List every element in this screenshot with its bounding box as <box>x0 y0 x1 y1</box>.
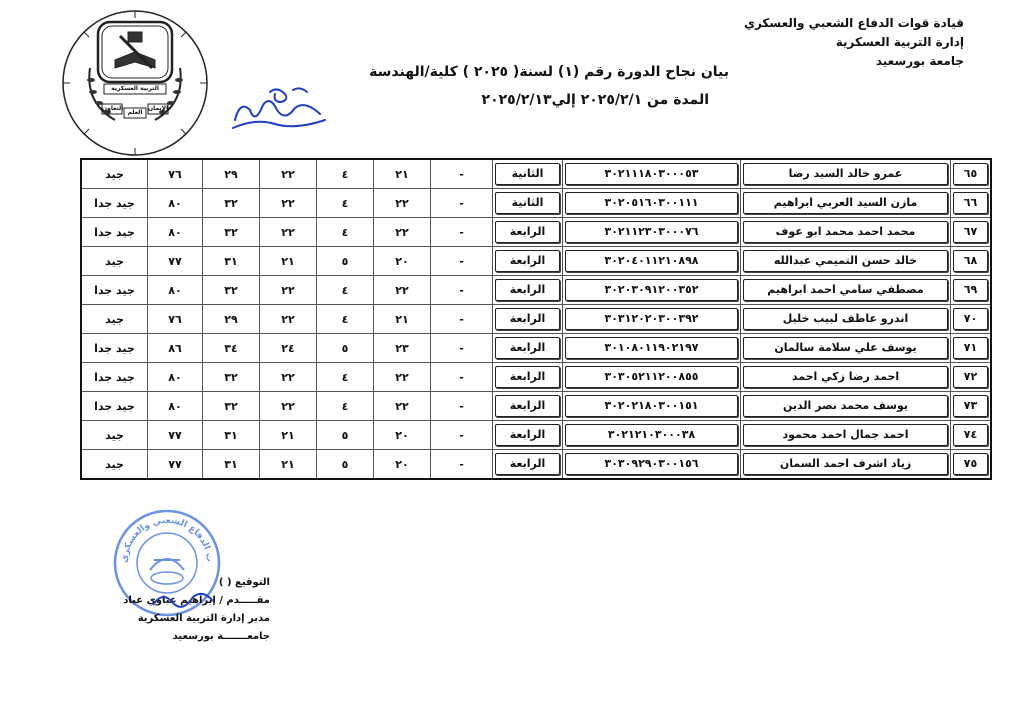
total-score: ٨٠ <box>168 196 182 210</box>
table-row <box>82 421 990 450</box>
score-3-cell <box>259 189 316 218</box>
total-score: ٨٠ <box>168 370 182 384</box>
academic-year-cell <box>492 189 562 218</box>
empty-mark-cell <box>430 305 492 334</box>
student-name: زياد اشرف احمد السمان <box>743 453 948 475</box>
national-id-cell <box>562 160 740 189</box>
handwritten-signature-bottom <box>148 585 218 615</box>
total-score-cell <box>147 334 202 363</box>
total-score-cell <box>147 421 202 450</box>
grade-cell <box>82 392 147 421</box>
academic-year: الرابعة <box>495 279 560 301</box>
grade-cell <box>82 160 147 189</box>
score-3: ٢١ <box>281 457 295 471</box>
score-3-cell <box>259 218 316 247</box>
national-id: ٣٠٣١٢٠٢٠٣٠٠٣٩٢ <box>565 308 738 330</box>
score-2: ٤ <box>341 370 349 384</box>
empty-mark: - <box>459 341 464 355</box>
student-name-cell <box>740 189 950 218</box>
score-4: ٣٢ <box>224 283 238 297</box>
score-2: ٥ <box>341 428 349 442</box>
empty-mark: - <box>459 370 464 384</box>
score-3: ٢٢ <box>281 399 295 413</box>
score-1-cell <box>373 305 430 334</box>
score-4-cell <box>202 450 259 478</box>
academic-year: الرابعة <box>495 395 560 417</box>
academic-year: الرابعة <box>495 453 560 475</box>
academic-year-cell <box>492 247 562 276</box>
academic-year-cell <box>492 160 562 189</box>
logo-banner-text: التربية العسكرية <box>111 85 159 92</box>
total-score-cell <box>147 189 202 218</box>
national-id-cell <box>562 247 740 276</box>
academic-year: الثانية <box>495 163 560 185</box>
score-4: ٣٢ <box>224 196 238 210</box>
score-1-cell <box>373 450 430 478</box>
score-4-cell <box>202 276 259 305</box>
academic-year: الثانية <box>495 192 560 214</box>
grade: جيد <box>105 428 124 442</box>
score-2: ٤ <box>341 167 349 181</box>
score-2-cell <box>316 189 373 218</box>
score-2-cell <box>316 450 373 478</box>
score-1: ٢٢ <box>395 283 409 297</box>
signatory-university: جامعـــــــة بورسعيد <box>172 631 270 642</box>
row-number: ٦٦ <box>953 192 988 214</box>
empty-mark: - <box>459 428 464 442</box>
total-score: ٧٧ <box>168 254 182 268</box>
score-4-cell <box>202 363 259 392</box>
score-4-cell <box>202 334 259 363</box>
student-name: اندرو عاطف لبيب خليل <box>743 308 948 330</box>
academic-year: الرابعة <box>495 337 560 359</box>
student-name-cell <box>740 218 950 247</box>
empty-mark-cell <box>430 189 492 218</box>
score-4: ٣٢ <box>224 225 238 239</box>
score-3: ٢٢ <box>281 283 295 297</box>
score-1: ٢٢ <box>395 225 409 239</box>
score-3: ٢١ <box>281 428 295 442</box>
score-3: ٢١ <box>281 254 295 268</box>
score-3: ٢٢ <box>281 312 295 326</box>
stamp-text: ت الدفاع الشعبي والعسكري <box>119 515 215 564</box>
score-3: ٢٢ <box>281 370 295 384</box>
score-4: ٣٢ <box>224 370 238 384</box>
total-score: ٧٦ <box>168 312 182 326</box>
row-number: ٦٥ <box>953 163 988 185</box>
grade: جيد <box>105 254 124 268</box>
row-number-cell <box>950 392 990 421</box>
score-4: ٣١ <box>224 254 238 268</box>
row-number: ٧٠ <box>953 308 988 330</box>
score-3-cell <box>259 305 316 334</box>
score-4-cell <box>202 392 259 421</box>
total-score: ٨٠ <box>168 283 182 297</box>
academic-year: الرابعة <box>495 366 560 388</box>
institution-logo <box>60 8 210 158</box>
score-2: ٥ <box>341 457 349 471</box>
row-number-cell <box>950 334 990 363</box>
score-4: ٣١ <box>224 457 238 471</box>
score-2-cell <box>316 421 373 450</box>
table-row <box>82 218 990 247</box>
score-3: ٢٤ <box>281 341 295 355</box>
score-3-cell <box>259 276 316 305</box>
score-1: ٢٠ <box>395 457 409 471</box>
score-2-cell <box>316 392 373 421</box>
national-id: ٣٠٣٠٩٢٩٠٣٠٠١٥٦ <box>565 453 738 475</box>
student-name: احمد رضا زكي احمد <box>743 366 948 388</box>
score-3-cell <box>259 450 316 478</box>
total-score: ٨٠ <box>168 399 182 413</box>
svg-text:قيادة قوات الدفاع الشعبي والعس <box>112 508 214 563</box>
row-number: ٦٩ <box>953 279 988 301</box>
score-1: ٢٣ <box>395 341 409 355</box>
signatory-position: مدير إدارة التربية العسكرية <box>137 613 270 624</box>
row-number: ٦٧ <box>953 221 988 243</box>
score-1: ٢٠ <box>395 428 409 442</box>
grade-cell <box>82 189 147 218</box>
score-3-cell <box>259 160 316 189</box>
total-score: ٧٦ <box>168 167 182 181</box>
national-id-cell <box>562 392 740 421</box>
score-4: ٣٢ <box>224 399 238 413</box>
signature-line: التوقيع ( ) <box>218 577 270 588</box>
grade: جيد <box>105 312 124 326</box>
empty-mark-cell <box>430 276 492 305</box>
total-score: ٨٠ <box>168 225 182 239</box>
national-id-cell <box>562 363 740 392</box>
table-row <box>82 189 990 218</box>
student-name: عمرو خالد السيد رضا <box>743 163 948 185</box>
total-score-cell <box>147 160 202 189</box>
score-1: ٢٢ <box>395 399 409 413</box>
student-name-cell <box>740 334 950 363</box>
grade: جيد جدا <box>94 225 135 239</box>
row-number: ٧١ <box>953 337 988 359</box>
signatory-rank-name: مقـــــدم / إبراهيم عباوي عياد <box>123 595 270 606</box>
score-1-cell <box>373 363 430 392</box>
academic-year-cell <box>492 218 562 247</box>
student-name: مصطفي سامي احمد ابراهيم <box>743 279 948 301</box>
empty-mark: - <box>459 254 464 268</box>
logo-motto-science: العلم <box>127 109 143 116</box>
department-line: إدارة التربية العسكرية <box>835 35 964 49</box>
total-score-cell <box>147 305 202 334</box>
table-row <box>82 450 990 478</box>
score-3-cell <box>259 334 316 363</box>
score-1-cell <box>373 218 430 247</box>
row-number: ٧٢ <box>953 366 988 388</box>
grade: جيد جدا <box>94 196 135 210</box>
score-3: ٢٢ <box>281 167 295 181</box>
table-row <box>82 247 990 276</box>
score-1-cell <box>373 247 430 276</box>
student-name: يوسف علي سلامة سالمان <box>743 337 948 359</box>
empty-mark: - <box>459 399 464 413</box>
row-number-cell <box>950 363 990 392</box>
score-3: ٢٢ <box>281 196 295 210</box>
national-id: ٣٠٢٠٣٠٩١٢٠٠٣٥٢ <box>565 279 738 301</box>
score-1: ٢٢ <box>395 196 409 210</box>
student-name: خالد حسن التميمي عبدالله <box>743 250 948 272</box>
score-4-cell <box>202 160 259 189</box>
academic-year-cell <box>492 276 562 305</box>
score-4-cell <box>202 421 259 450</box>
grade-cell <box>82 305 147 334</box>
score-4: ٣١ <box>224 428 238 442</box>
total-score: ٧٧ <box>168 457 182 471</box>
empty-mark-cell <box>430 247 492 276</box>
empty-mark: - <box>459 196 464 210</box>
student-name-cell <box>740 392 950 421</box>
academic-year: الرابعة <box>495 308 560 330</box>
grade-cell <box>82 450 147 478</box>
national-id: ٣٠٣٠٥٢١١٢٠٠٨٥٥ <box>565 366 738 388</box>
row-number: ٦٨ <box>953 250 988 272</box>
grade: جيد جدا <box>94 283 135 297</box>
row-number: ٧٤ <box>953 424 988 446</box>
score-2-cell <box>316 247 373 276</box>
score-2: ٥ <box>341 254 349 268</box>
total-score-cell <box>147 247 202 276</box>
student-name: يوسف محمد نصر الدين <box>743 395 948 417</box>
grade: جيد جدا <box>94 370 135 384</box>
score-4: ٣٤ <box>224 341 238 355</box>
row-number-cell <box>950 189 990 218</box>
grade-cell <box>82 247 147 276</box>
student-name-cell <box>740 247 950 276</box>
score-4: ٢٩ <box>224 167 238 181</box>
national-id: ٣٠٢١١١٨٠٣٠٠٠٥٣ <box>565 163 738 185</box>
score-1-cell <box>373 160 430 189</box>
student-name-cell <box>740 363 950 392</box>
score-4-cell <box>202 305 259 334</box>
score-3-cell <box>259 392 316 421</box>
total-score: ٧٧ <box>168 428 182 442</box>
grade-cell <box>82 421 147 450</box>
national-id-cell <box>562 334 740 363</box>
score-1: ٢٠ <box>395 254 409 268</box>
empty-mark: - <box>459 312 464 326</box>
grade-cell <box>82 276 147 305</box>
score-1-cell <box>373 276 430 305</box>
row-number-cell <box>950 218 990 247</box>
student-name-cell <box>740 305 950 334</box>
empty-mark-cell <box>430 421 492 450</box>
score-2-cell <box>316 218 373 247</box>
score-1: ٢٢ <box>395 370 409 384</box>
academic-year-cell <box>492 334 562 363</box>
score-2: ٤ <box>341 196 349 210</box>
logo-motto-faith: الإيمان <box>148 105 169 112</box>
academic-year-cell <box>492 392 562 421</box>
empty-mark-cell <box>430 160 492 189</box>
empty-mark-cell <box>430 218 492 247</box>
table-row <box>82 305 990 334</box>
empty-mark: - <box>459 283 464 297</box>
score-3: ٢٢ <box>281 225 295 239</box>
org-name-line: قيادة قوات الدفاع الشعبي والعسكري <box>743 16 964 30</box>
national-id: ٣٠١٠٨٠١١٩٠٢١٩٧ <box>565 337 738 359</box>
total-score: ٨٦ <box>168 341 182 355</box>
national-id: ٣٠٢١١٢٣٠٣٠٠٠٧٦ <box>565 221 738 243</box>
academic-year-cell <box>492 363 562 392</box>
empty-mark-cell <box>430 363 492 392</box>
academic-year-cell <box>492 305 562 334</box>
academic-year: الرابعة <box>495 221 560 243</box>
grade-cell <box>82 363 147 392</box>
grade: جيد جدا <box>94 341 135 355</box>
handwritten-signature-top <box>215 80 335 140</box>
grade: جيد <box>105 167 124 181</box>
national-id-cell <box>562 218 740 247</box>
row-number: ٧٣ <box>953 395 988 417</box>
national-id-cell <box>562 189 740 218</box>
score-4: ٢٩ <box>224 312 238 326</box>
university-line: جامعة بورسعيد <box>875 54 964 68</box>
score-4-cell <box>202 247 259 276</box>
student-name-cell <box>740 276 950 305</box>
academic-year-cell <box>492 450 562 478</box>
score-4-cell <box>202 189 259 218</box>
empty-mark-cell <box>430 392 492 421</box>
grade-cell <box>82 218 147 247</box>
student-name: محمد احمد محمد ابو عوف <box>743 221 948 243</box>
score-3-cell <box>259 247 316 276</box>
national-id-cell <box>562 450 740 478</box>
total-score-cell <box>147 218 202 247</box>
row-number-cell <box>950 276 990 305</box>
table-row <box>82 334 990 363</box>
row-number-cell <box>950 160 990 189</box>
score-1-cell <box>373 189 430 218</box>
score-2-cell <box>316 160 373 189</box>
grade: جيد <box>105 457 124 471</box>
total-score-cell <box>147 276 202 305</box>
total-score-cell <box>147 363 202 392</box>
national-id-cell <box>562 276 740 305</box>
grade: جيد جدا <box>94 399 135 413</box>
academic-year: الرابعة <box>495 250 560 272</box>
score-2: ٤ <box>341 399 349 413</box>
empty-mark: - <box>459 167 464 181</box>
row-number-cell <box>950 450 990 478</box>
score-2: ٤ <box>341 225 349 239</box>
score-3-cell <box>259 421 316 450</box>
score-2-cell <box>316 305 373 334</box>
total-score-cell <box>147 392 202 421</box>
national-id-cell <box>562 305 740 334</box>
grade-cell <box>82 334 147 363</box>
empty-mark-cell <box>430 334 492 363</box>
row-number-cell <box>950 305 990 334</box>
score-4-cell <box>202 218 259 247</box>
row-number-cell <box>950 247 990 276</box>
student-name: مازن السيد العربي ابراهيم <box>743 192 948 214</box>
national-id: ٣٠٢١٢١٠٣٠٠٠٣٨ <box>565 424 738 446</box>
score-2: ٥ <box>341 341 349 355</box>
score-2-cell <box>316 334 373 363</box>
academic-year: الرابعة <box>495 424 560 446</box>
score-2: ٤ <box>341 283 349 297</box>
table-row <box>82 160 990 189</box>
score-2-cell <box>316 363 373 392</box>
national-id-cell <box>562 421 740 450</box>
national-id: ٣٠٢٠٢١٨٠٣٠٠١٥١ <box>565 395 738 417</box>
empty-mark: - <box>459 457 464 471</box>
row-number-cell <box>950 421 990 450</box>
score-3-cell <box>259 363 316 392</box>
score-2-cell <box>316 276 373 305</box>
score-1-cell <box>373 334 430 363</box>
empty-mark-cell <box>430 450 492 478</box>
score-2: ٤ <box>341 312 349 326</box>
logo-motto-cooperation: التعاون <box>102 105 124 112</box>
table-row <box>82 392 990 421</box>
student-name-cell <box>740 450 950 478</box>
national-id: ٣٠٢٠٥١٦٠٣٠٠١١١ <box>565 192 738 214</box>
empty-mark: - <box>459 225 464 239</box>
score-1-cell <box>373 421 430 450</box>
row-number: ٧٥ <box>953 453 988 475</box>
table-row <box>82 363 990 392</box>
table-row <box>82 276 990 305</box>
document-title: بيان نجاح الدورة رقم (١) لسنة( ٢٠٢٥ ) كلية/الهندسة <box>369 64 729 80</box>
national-id: ٣٠٢٠٤٠١١٢١٠٨٩٨ <box>565 250 738 272</box>
academic-year-cell <box>492 421 562 450</box>
score-1: ٢١ <box>395 167 409 181</box>
student-name-cell <box>740 160 950 189</box>
total-score-cell <box>147 450 202 478</box>
results-table <box>80 158 992 480</box>
document-period: المدة من ٢٠٢٥/٢/١ إلي٢٠٢٥/٢/١٣ <box>481 92 709 108</box>
score-1: ٢١ <box>395 312 409 326</box>
student-name-cell <box>740 421 950 450</box>
student-name: احمد جمال احمد محمود <box>743 424 948 446</box>
score-1-cell <box>373 392 430 421</box>
